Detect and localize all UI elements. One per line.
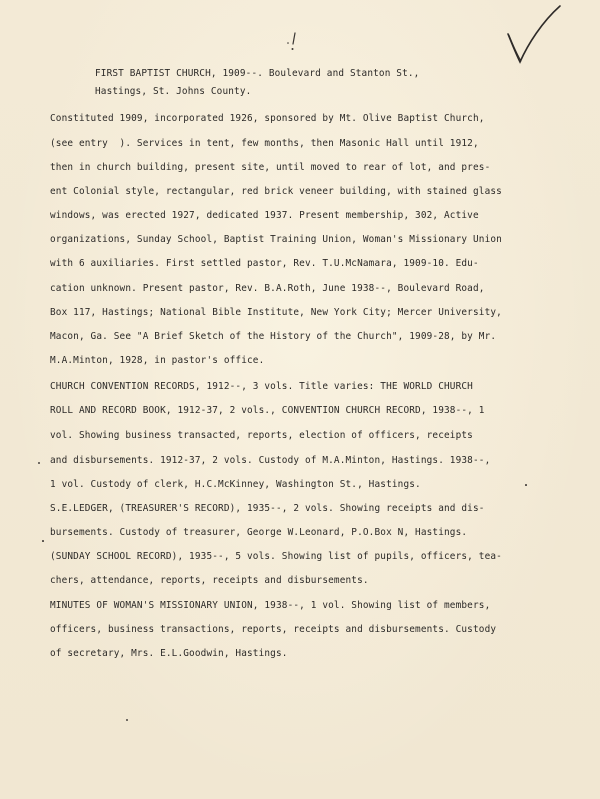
paper-speck <box>38 462 40 464</box>
text-line: vol. Showing business transacted, reports, election of officers, receipts <box>50 430 473 441</box>
text-line: MINUTES OF WOMAN'S MISSIONARY UNION, 1938--, 1 vol. Showing list of members, <box>50 600 491 611</box>
text-line: and disbursements. 1912-37, 2 vols. Custody of M.A.Minton, Hastings. 1938--, <box>50 455 491 466</box>
paper-speck <box>126 719 128 721</box>
text-line: windows, was erected 1927, dedicated 1937. Present membership, 302, Active <box>50 210 479 221</box>
text-line: Constituted 1909, incorporated 1926, sponsored by Mt. Olive Baptist Church, <box>50 113 485 124</box>
heading-line-1: FIRST BAPTIST CHURCH, 1909--. Boulevard and Stanton St., <box>95 68 420 79</box>
text-line: with 6 auxiliaries. First settled pastor, Rev. T.U.McNamara, 1909-10. Edu- <box>50 258 479 269</box>
text-line: ent Colonial style, rectangular, red brick veneer building, with stained glass <box>50 186 502 197</box>
checkmark-icon <box>500 4 564 68</box>
heading-line-2: Hastings, St. Johns County. <box>95 86 252 97</box>
text-line: S.E.LEDGER, (TREASURER'S RECORD), 1935--, 2 vols. Showing receipts and dis- <box>50 503 485 514</box>
text-line: cation unknown. Present pastor, Rev. B.A.Roth, June 1938--, Boulevard Road, <box>50 283 485 294</box>
text-line: M.A.Minton, 1928, in pastor's office. <box>50 355 265 366</box>
text-line: CHURCH CONVENTION RECORDS, 1912--, 3 vols. Title varies: THE WORLD CHURCH <box>50 381 473 392</box>
text-line: (SUNDAY SCHOOL RECORD), 1935--, 5 vols. Showing list of pupils, officers, tea- <box>50 551 502 562</box>
paper-speck <box>42 540 44 542</box>
text-line: ROLL AND RECORD BOOK, 1912-37, 2 vols., CONVENTION CHURCH RECORD, 1938--, 1 <box>50 405 485 416</box>
text-line: bursements. Custody of treasurer, George W.Leonard, P.O.Box N, Hastings. <box>50 527 468 538</box>
text-line: chers, attendance, reports, receipts and disbursements. <box>50 575 369 586</box>
text-line: then in church building, present site, until moved to rear of lot, and pres- <box>50 162 491 173</box>
text-line: Macon, Ga. See "A Brief Sketch of the History of the Church", 1909-28, by Mr. <box>50 331 497 342</box>
text-line: Box 117, Hastings; National Bible Institute, New York City; Mercer University, <box>50 307 502 318</box>
text-line: of secretary, Mrs. E.L.Goodwin, Hastings. <box>50 648 288 659</box>
text-line: (see entry ). Services in tent, few months, then Masonic Hall until 1912, <box>50 138 479 149</box>
text-line: 1 vol. Custody of clerk, H.C.McKinney, Washington St., Hastings. <box>50 479 421 490</box>
pencil-mark-icon <box>286 32 300 52</box>
paper-speck <box>525 484 527 486</box>
text-line: organizations, Sunday School, Baptist Training Union, Woman's Missionary Union <box>50 234 502 245</box>
text-line: officers, business transactions, reports, receipts and disbursements. Custody <box>50 624 497 635</box>
